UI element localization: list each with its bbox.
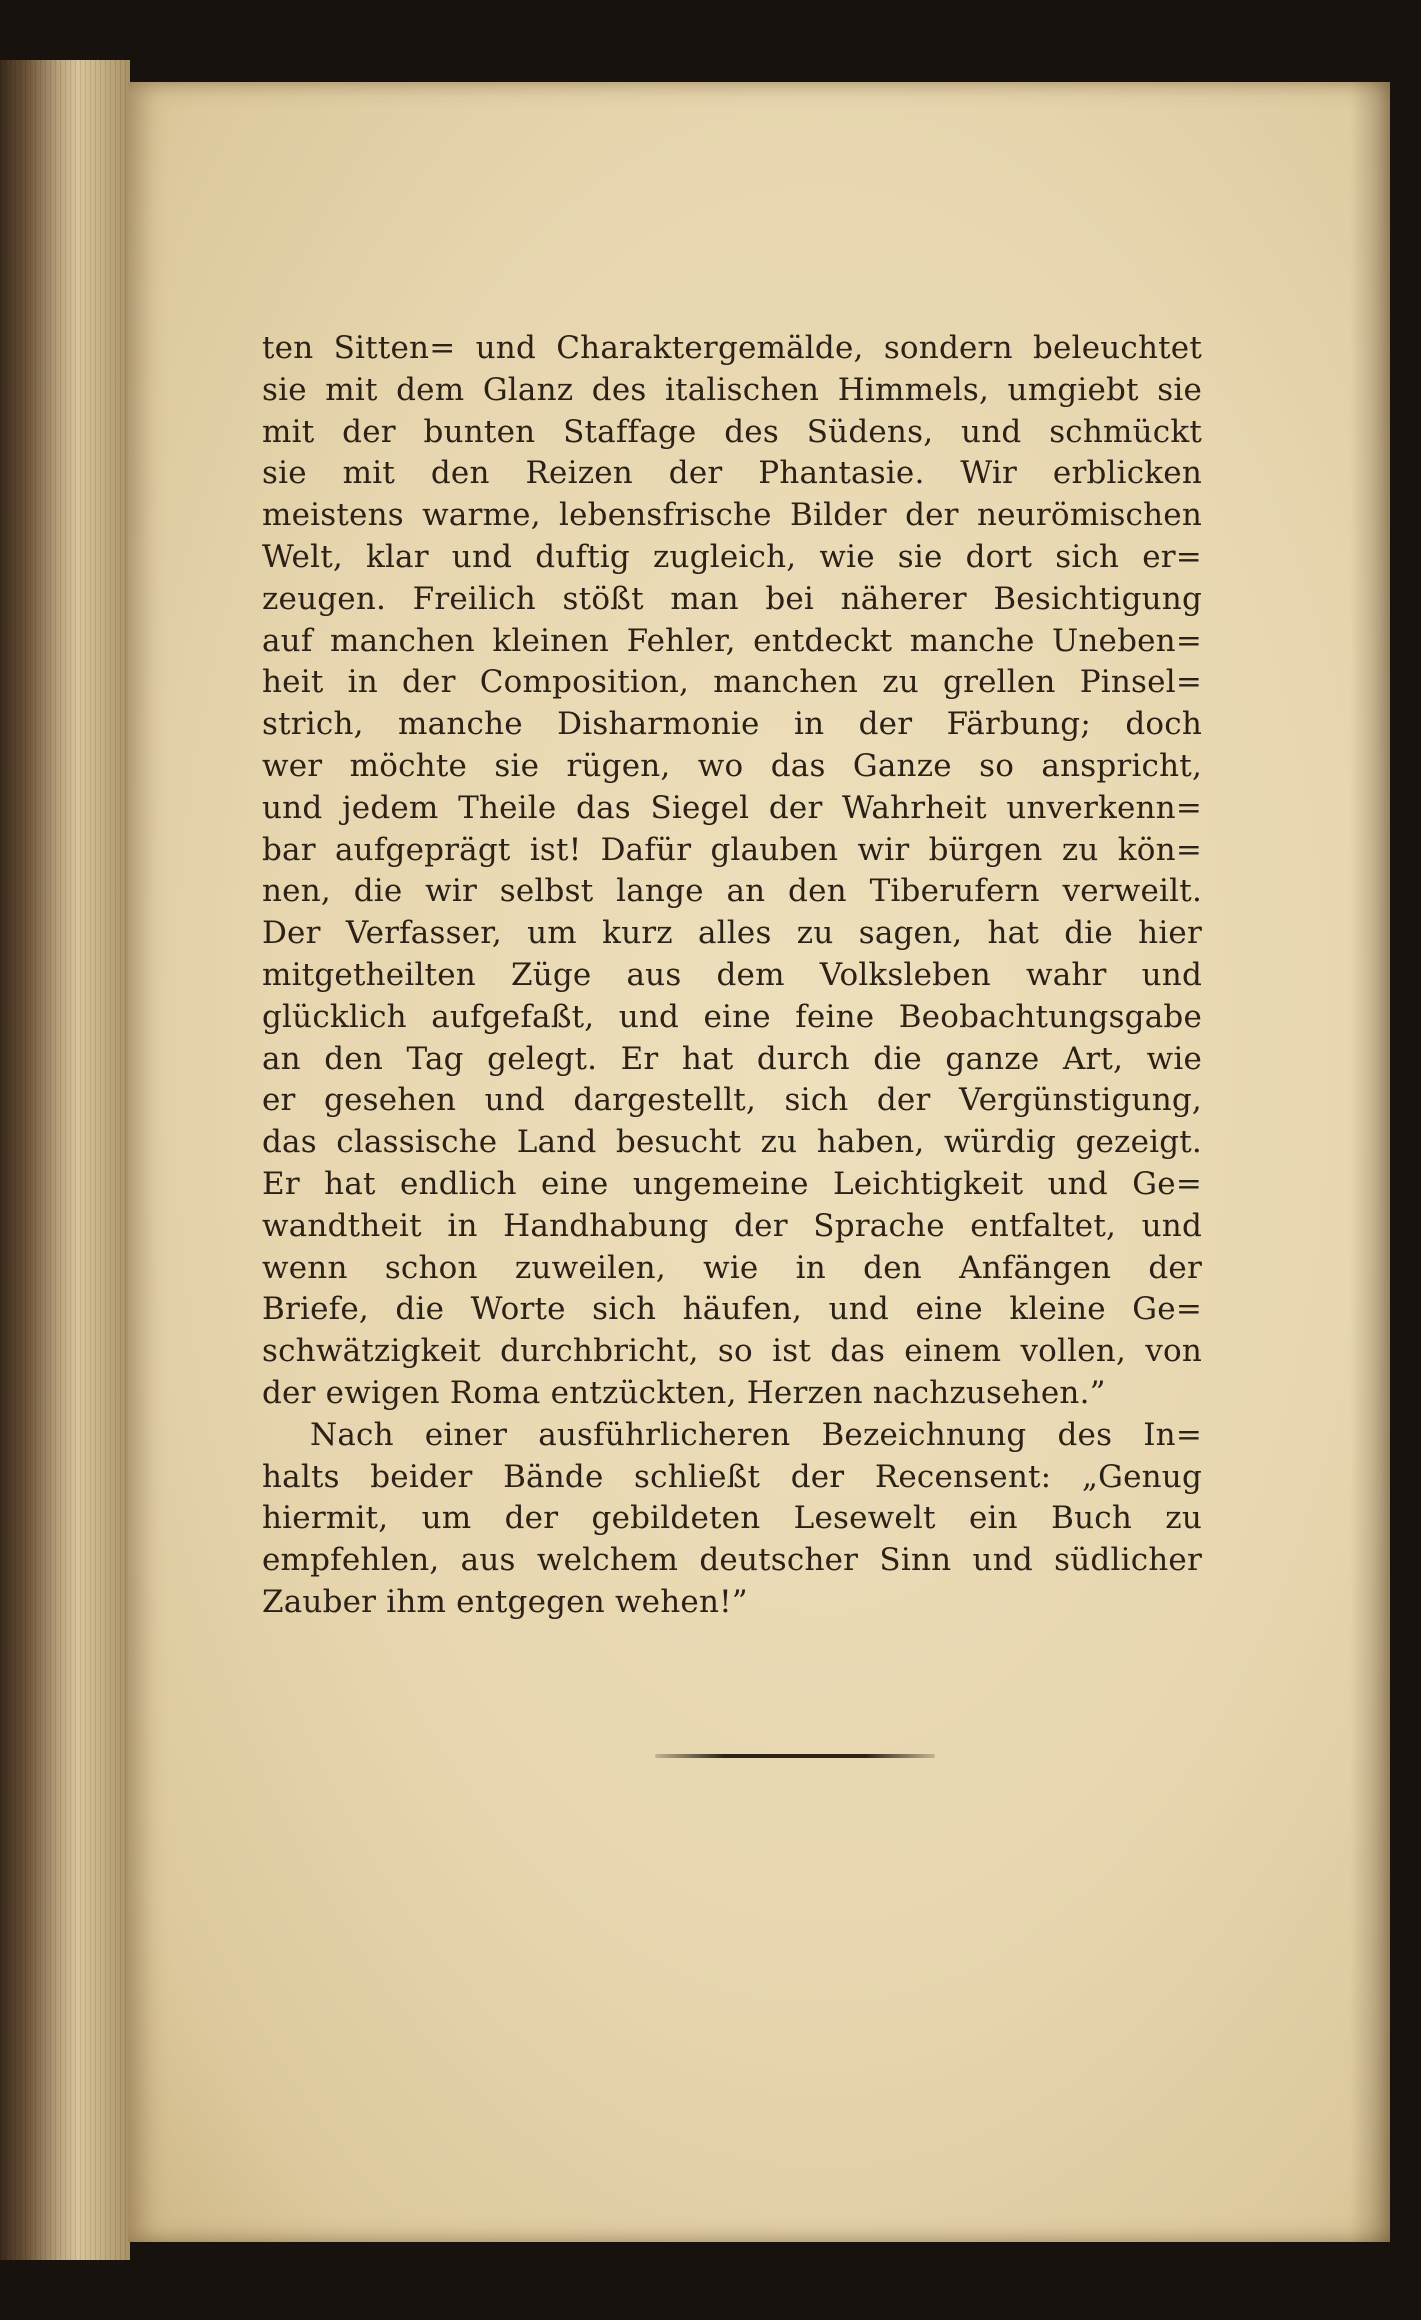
text-line: schwätzigkeit durchbricht, so ist das einem vollen, von bbox=[262, 1333, 1202, 1370]
text-line: er gesehen und dargestellt, sich der Vergünstigung, bbox=[262, 1082, 1202, 1119]
paragraph-start-line: Nach einer ausführlicheren Bezeichnung des In= bbox=[310, 1416, 1202, 1453]
text-line: Briefe, die Worte sich häufen, und eine kleine Ge= bbox=[262, 1291, 1202, 1328]
text-line: meistens warme, lebensfrische Bilder der neurömischen bbox=[262, 497, 1202, 534]
section-end-rule bbox=[655, 1754, 935, 1758]
text-line: ten Sitten= und Charaktergemälde, sondern beleuchtet bbox=[262, 330, 1202, 366]
text-line: heit in der Composition, manchen zu grellen Pinsel= bbox=[262, 664, 1202, 701]
book-page-edges bbox=[0, 60, 130, 2260]
text-line: halts beider Bände schließt der Recensent: „Genug bbox=[262, 1458, 1202, 1495]
text-line: wenn schon zuweilen, wie in den Anfängen der bbox=[262, 1249, 1202, 1286]
text-line: an den Tag gelegt. Er hat durch die ganze Art, wie bbox=[262, 1040, 1202, 1077]
text-line: das classische Land besucht zu haben, würdig gezeigt. bbox=[262, 1124, 1202, 1161]
text-line: nen, die wir selbst lange an den Tiberufern verweilt. bbox=[262, 873, 1202, 910]
text-line: hiermit, um der gebildeten Lesewelt ein Buch zu bbox=[262, 1500, 1202, 1537]
text-line: wandtheit in Handhabung der Sprache entfaltet, und bbox=[262, 1207, 1202, 1244]
body-text bbox=[262, 328, 1202, 1624]
text-line: bar aufgeprägt ist! Dafür glauben wir bürgen zu kön= bbox=[262, 831, 1202, 868]
text-line: mit der bunten Staffage des Südens, und schmückt bbox=[262, 413, 1202, 450]
text-line: der ewigen Roma entzückten, Herzen nachzusehen.” bbox=[262, 1374, 1106, 1411]
text-line: strich, manche Disharmonie in der Färbung; doch bbox=[262, 706, 1202, 743]
page-gutter-shadow bbox=[1350, 82, 1390, 2242]
text-line: auf manchen kleinen Fehler, entdeckt manche Uneben= bbox=[262, 622, 1202, 659]
text-line: Er hat endlich eine ungemeine Leichtigkeit und Ge= bbox=[262, 1165, 1202, 1202]
text-line: zeugen. Freilich stößt man bei näherer Besichtigung bbox=[262, 580, 1202, 617]
text-line: empfehlen, aus welchem deutscher Sinn und südlicher bbox=[262, 1542, 1202, 1579]
text-line: Welt, klar und duftig zugleich, wie sie dort sich er= bbox=[262, 538, 1202, 575]
text-line: sie mit dem Glanz des italischen Himmels, umgiebt sie bbox=[262, 371, 1202, 408]
text-line: wer möchte sie rügen, wo das Ganze so anspricht, bbox=[262, 747, 1202, 784]
text-line: sie mit den Reizen der Phantasie. Wir erblicken bbox=[262, 455, 1202, 492]
text-line: glücklich aufgefaßt, und eine feine Beobachtungsgabe bbox=[262, 998, 1202, 1035]
text-line: mitgetheilten Züge aus dem Volksleben wahr und bbox=[262, 956, 1202, 993]
text-line: Zauber ihm entgegen wehen!” bbox=[262, 1583, 748, 1620]
text-line: und jedem Theile das Siegel der Wahrheit unverkenn= bbox=[262, 789, 1202, 826]
text-line: Der Verfasser, um kurz alles zu sagen, hat die hier bbox=[262, 915, 1202, 952]
